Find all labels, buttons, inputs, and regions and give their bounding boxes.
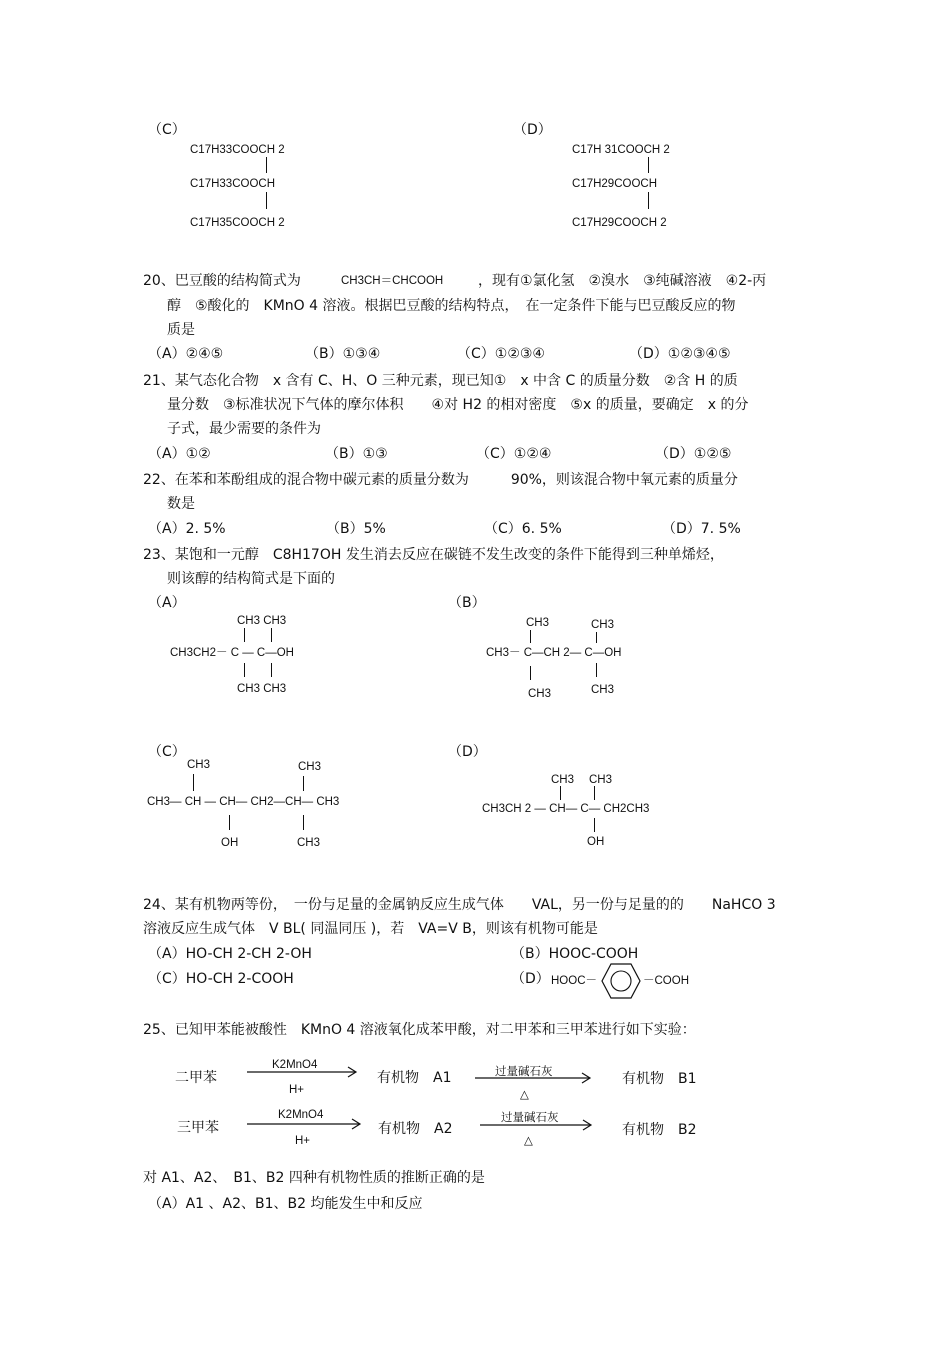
q20-line2: 醇 ⑤酸化的 KMnO 4 溶液。根据巴豆酸的结构特点， 在一定条件下能与巴豆酸反应的物: [167, 298, 736, 314]
q23-d-main: CH3CH 2 — CH— C— CH2CH3: [482, 803, 650, 815]
q25-row2-reagent-top: K2MnO4: [278, 1109, 324, 1121]
q19-d-row2: C17H29COOCH: [572, 178, 657, 190]
q20-line1b: ，现有①氯化氢 ②溴水 ③纯碱溶液 ④2-丙: [478, 273, 767, 289]
q23-d-top1: CH3: [551, 774, 575, 786]
q23-c-main: CH3— CH — CH— CH2—CH— CH3: [147, 796, 340, 808]
bond-line: [266, 192, 267, 209]
q20-line1a: 20、巴豆酸的结构简式为: [143, 273, 301, 289]
q24-option-a: （A）HO-CH 2-CH 2-OH: [148, 946, 312, 962]
reaction-arrow-icon: [247, 1066, 359, 1078]
q25-row2-start: 三甲苯: [177, 1120, 219, 1136]
q19-option-c-label: （C）: [148, 122, 186, 138]
q19-d-row1: C17H 31COOCH 2: [572, 144, 670, 156]
q25-row2-cond-top: 过量碱石灰: [501, 1112, 559, 1124]
q23-a-top: CH3 CH3: [237, 615, 287, 627]
q20-option-d: （D）①②③④⑤: [629, 346, 731, 362]
bond-line: [303, 776, 304, 791]
q25-row2-mid: 有机物 A2: [378, 1121, 453, 1137]
q24-option-d-label: （D）: [511, 971, 550, 987]
q21-option-a: （A）①②: [148, 446, 211, 462]
q25-row2-end: 有机物 B2: [622, 1122, 697, 1138]
q21-line1: 21、某气态化合物 x 含有 C、H、O 三种元素，现已知① x 中含 C 的质量分数 ②含 H 的质: [143, 373, 738, 389]
q24-line1: 24、某有机物两等份， 一份与足量的金属钠反应生成气体 VAL，另一份与足量的的 NaHCO 3: [143, 897, 776, 913]
q23-c-bot1: OH: [221, 837, 239, 849]
q25-row1-reagent-top: K2MnO4: [272, 1059, 318, 1071]
bond-line: [303, 815, 304, 830]
q24-option-c: （C）HO-CH 2-COOH: [148, 971, 294, 987]
q22-line2: 数是: [167, 496, 195, 512]
q23-option-c-label: （C）: [148, 744, 186, 760]
q24-line2: 溶液反应生成气体 V BL( 同温同压 )，若 VA=V B，则该有机物可能是: [143, 921, 598, 937]
q21-line3: 子式，最少需要的条件为: [167, 421, 321, 437]
q22-option-a: （A）2. 5%: [148, 521, 226, 537]
bond-line: [594, 818, 595, 832]
q23-a-bottom: CH3 CH3: [237, 683, 287, 695]
bond-line: [648, 192, 649, 209]
q23-c-top2: CH3: [298, 761, 322, 773]
q19-d-row3: C17H29COOCH 2: [572, 217, 667, 229]
bond-line: [596, 632, 597, 643]
q22-line1: 22、在苯和苯酚组成的混合物中碳元素的质量分数为 90%，则该混合物中氧元素的质量分: [143, 472, 738, 488]
q25-row1-reagent-bottom: H+: [289, 1084, 305, 1096]
q21-option-b: （B）①③: [325, 446, 388, 462]
q23-d-top2: CH3: [589, 774, 613, 786]
q23-line2: 则该醇的结构简式是下面的: [167, 571, 335, 587]
q22-option-d: （D）7. 5%: [662, 521, 741, 537]
q23-line1: 23、某饱和一元醇 C8H17OH 发生消去反应在碳链不发生改变的条件下能得到三种单烯烃，: [143, 547, 724, 563]
q20-formula: CH3CH＝CHCOOH: [341, 275, 444, 287]
q22-option-b: （B）5%: [326, 521, 386, 537]
q20-option-a: （A）②④⑤: [148, 346, 224, 362]
q20-option-b: （B）①③④: [305, 346, 381, 362]
q25-row1-mid: 有机物 A1: [377, 1070, 452, 1086]
bond-line: [530, 630, 531, 643]
q24-option-b: （B）HOOC-COOH: [511, 946, 639, 962]
bond-line: [271, 628, 272, 642]
q23-c-bot2: CH3: [297, 837, 321, 849]
q23-d-bot: OH: [587, 836, 605, 848]
q19-option-d-label: （D）: [513, 122, 552, 138]
q21-option-d: （D）①②⑤: [655, 446, 732, 462]
bond-line: [530, 666, 531, 680]
q19-c-row3: C17H35COOCH 2: [190, 217, 285, 229]
bond-line: [229, 815, 230, 830]
q24-d-right: －COOH: [643, 975, 689, 987]
reaction-arrow-icon: [247, 1118, 363, 1130]
benzene-ring-icon: [601, 963, 641, 999]
bond-line: [648, 157, 649, 173]
q19-c-row1: C17H33COOCH 2: [190, 144, 285, 156]
q22-option-c: （C）6. 5%: [484, 521, 562, 537]
q25-row1-cond-bottom: △: [520, 1089, 529, 1101]
reaction-arrow-icon: [475, 1072, 593, 1084]
q25-line1: 25、已知甲苯能被酸性 KMnO 4 溶液氧化成苯甲酸，对二甲苯和三甲苯进行如下实验：: [143, 1022, 696, 1038]
bond-line: [244, 628, 245, 642]
q25-option-a: （A）A1 、A2、B1、B2 均能发生中和反应: [148, 1196, 423, 1212]
bond-line: [266, 157, 267, 173]
q23-b-bot1: CH3: [528, 688, 552, 700]
bond-line: [271, 663, 272, 677]
bond-line: [560, 786, 561, 800]
bond-line: [596, 663, 597, 677]
q19-c-row2: C17H33COOCH: [190, 178, 275, 190]
q25-row2-cond-bottom: △: [524, 1135, 533, 1147]
q23-b-bot2: CH3: [591, 684, 615, 696]
q23-option-b-label: （B）: [448, 595, 486, 611]
q20-option-c: （C）①②③④: [457, 346, 545, 362]
q25-line2: 对 A1、A2、 B1、B2 四种有机物性质的推断正确的是: [143, 1170, 485, 1186]
q20-line3: 质是: [167, 322, 195, 338]
q23-option-d-label: （D）: [448, 744, 487, 760]
bond-line: [244, 663, 245, 677]
reaction-arrow-icon: [480, 1119, 594, 1131]
q25-row1-end: 有机物 B1: [622, 1071, 697, 1087]
q25-row2-reagent-bottom: H+: [295, 1135, 311, 1147]
bond-line: [193, 774, 194, 791]
q23-c-top1: CH3: [187, 759, 211, 771]
q25-row1-start: 二甲苯: [175, 1070, 217, 1086]
q23-a-main: CH3CH2－ C — C—OH: [170, 647, 294, 659]
q25-row1-cond-top: 过量碱石灰: [495, 1066, 553, 1078]
bond-line: [594, 786, 595, 800]
q23-option-a-label: （A）: [148, 595, 186, 611]
q23-b-top1: CH3: [526, 617, 550, 629]
q21-option-c: （C）①②④: [476, 446, 552, 462]
q23-b-main: CH3－ C—CH 2— C—OH: [486, 647, 622, 659]
q21-line2: 量分数 ③标准状况下气体的摩尔体积 ④对 H2 的相对密度 ⑤x 的质量，要确定 x 的分: [167, 397, 749, 413]
q24-d-left: HOOC－: [551, 975, 597, 987]
q23-b-top2: CH3: [591, 619, 615, 631]
